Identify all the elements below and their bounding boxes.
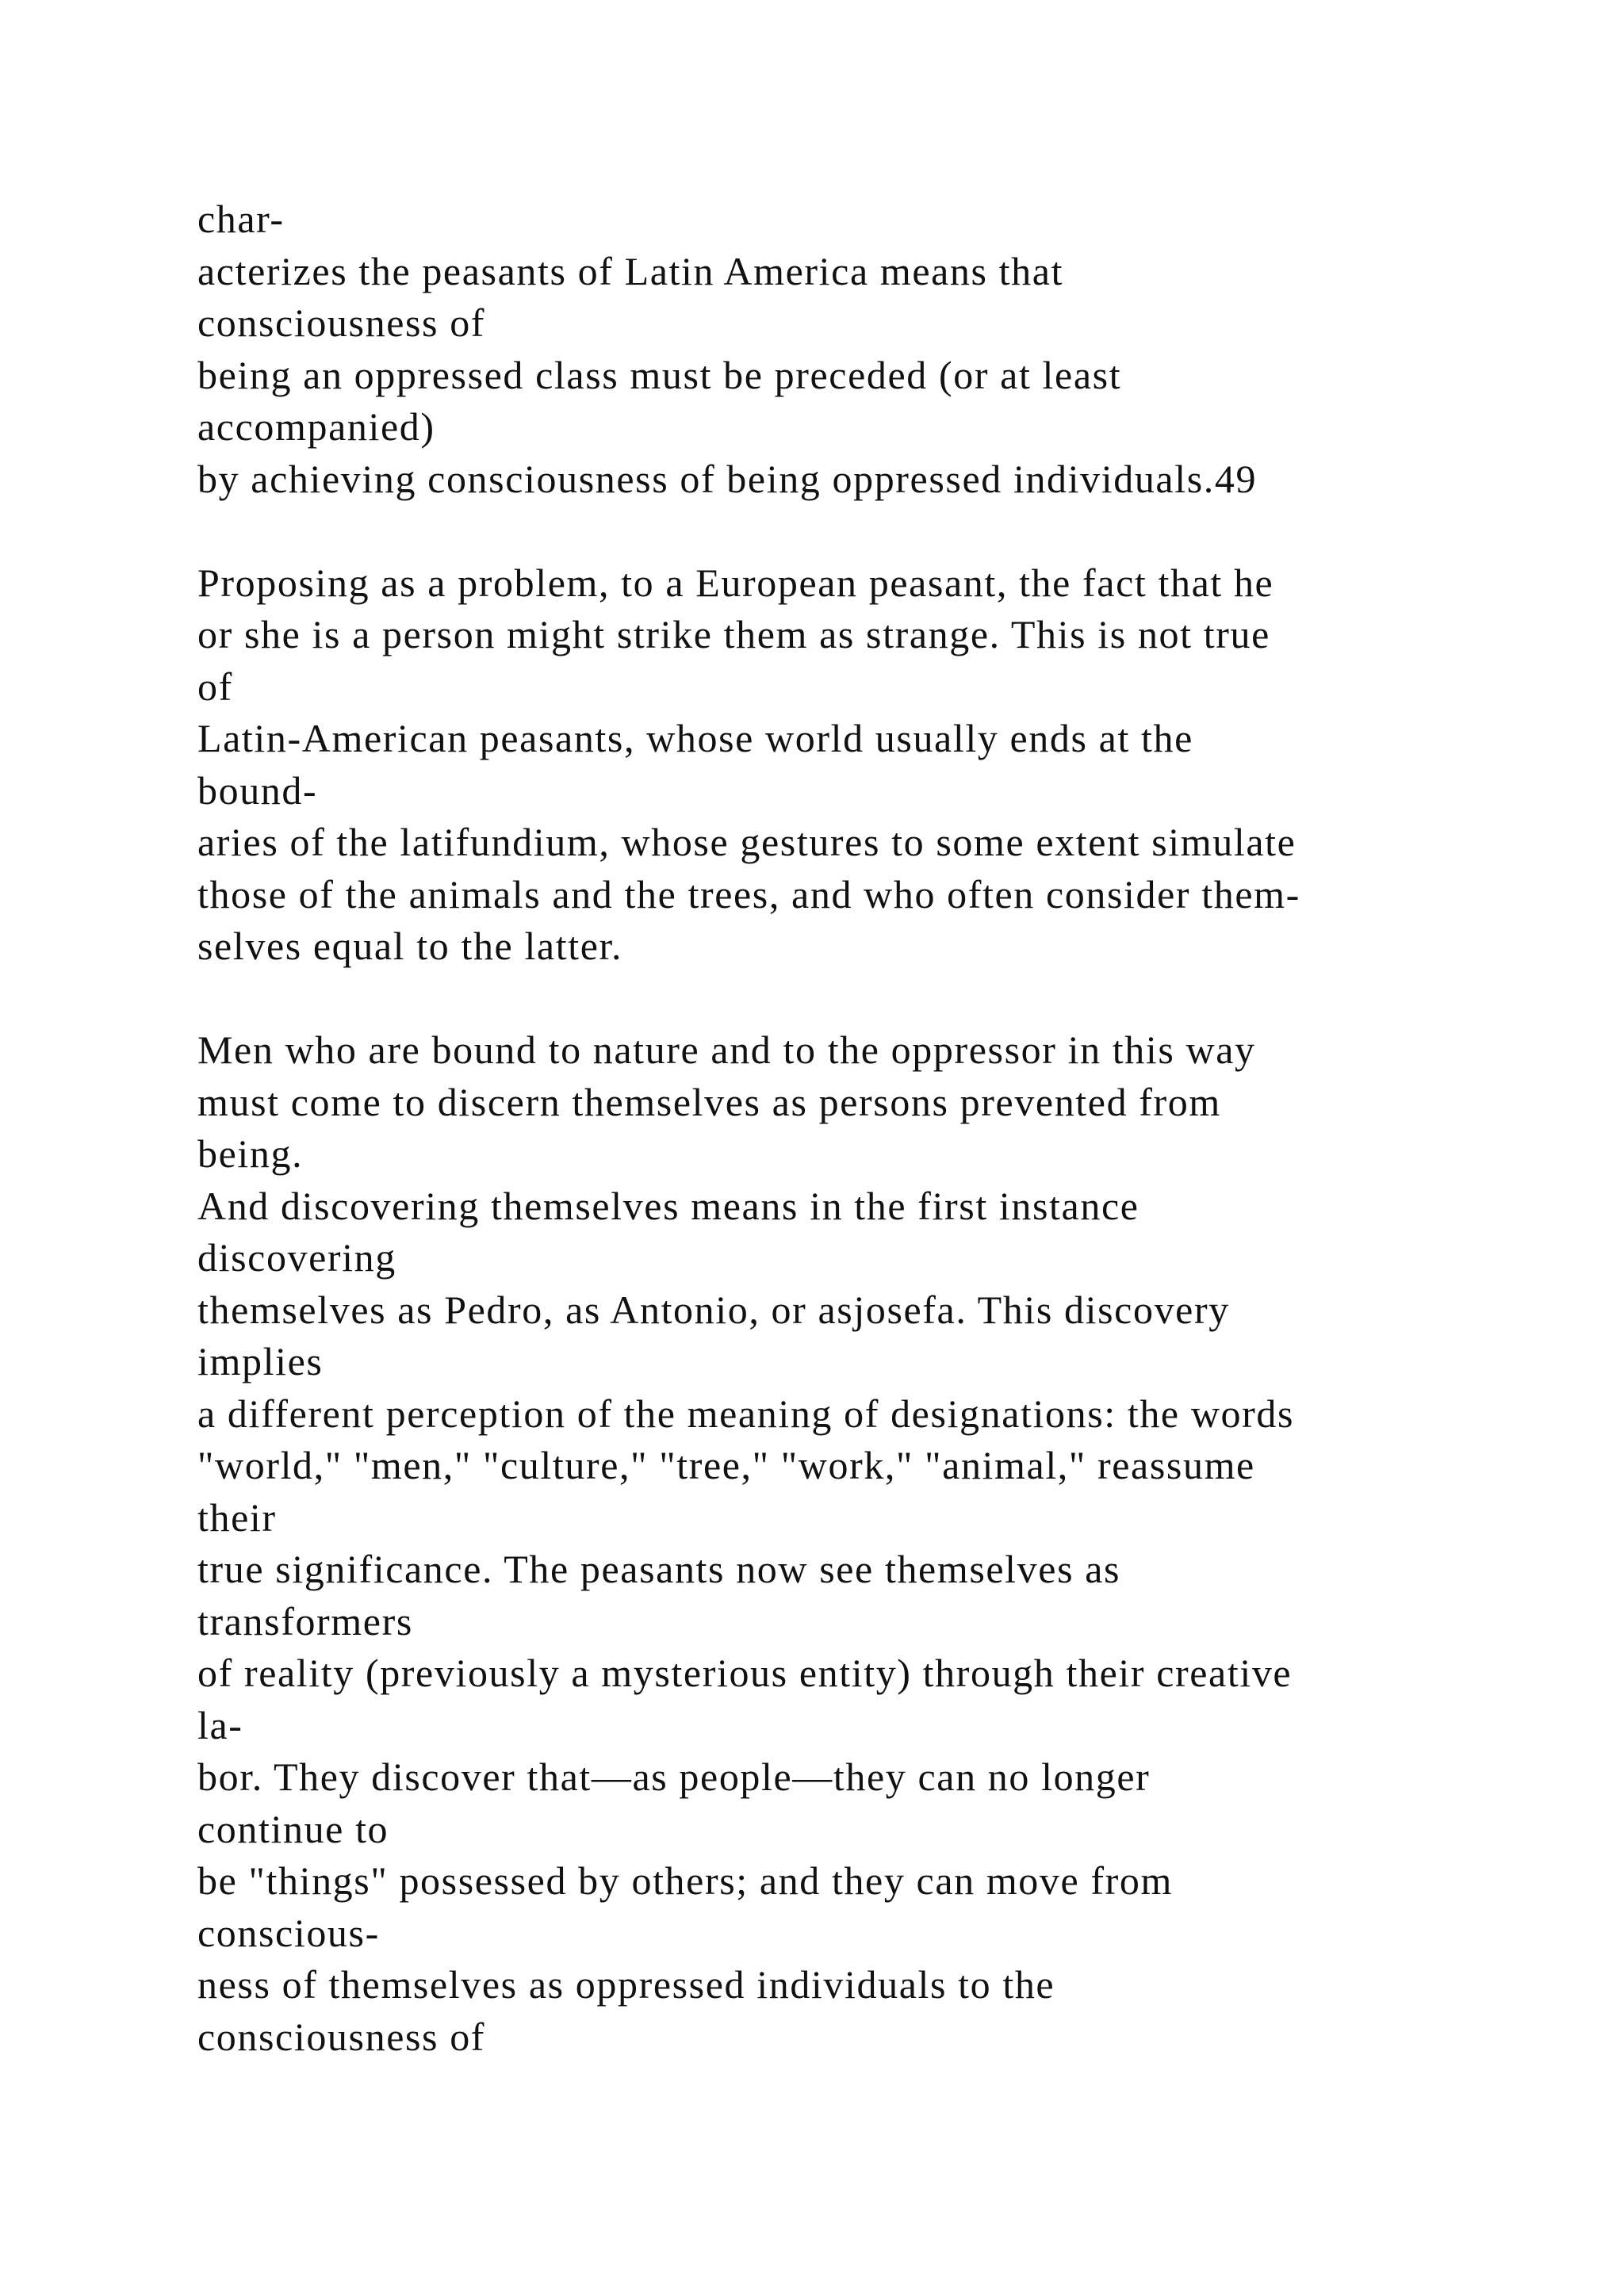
text-line: a different perception of the meaning of designations: the words [197,1391,1295,1436]
text-line: true significance. The peasants now see themselves as [197,1547,1121,1591]
text-line: la- [197,1702,243,1747]
text-line: consciousness of [197,300,486,345]
body-text [197,193,1545,2063]
text-line: Proposing as a problem, to a European peasant, the fact that he [197,560,1274,605]
text-line: bound- [197,767,318,813]
text-line: must come to discern themselves as persons prevented from [197,1079,1221,1124]
text-line: aries of the latifundium, whose gestures to some extent simulate [197,820,1297,864]
text-line: conscious- [197,1910,380,1955]
text-line: consciousness of [197,2014,486,2059]
text-line: of reality (previously a mysterious entity) through their creative [197,1651,1293,1695]
text-line: be "things" possessed by others; and they can move from [197,1858,1173,1903]
text-line: themselves as Pedro, as Antonio, or asjosefa. This discovery [197,1287,1230,1332]
paragraph-gap [197,505,1545,557]
paragraph-3 [197,1024,1545,2063]
text-line: implies [197,1339,324,1383]
text-line: Latin-American peasants, whose world usually ends at the [197,716,1193,760]
text-line: char- [197,197,285,241]
text-line: ness of themselves as oppressed individuals to the [197,1962,1055,2007]
text-line: accompanied) [197,404,435,449]
text-line: acterizes the peasants of Latin America means that [197,248,1064,293]
paragraph-1 [197,193,1545,505]
text-line: transformers [197,1598,413,1644]
text-line: selves equal to the latter. [197,924,623,968]
text-line: by achieving consciousness of being oppressed individuals.49 [197,456,1258,501]
text-line: or she is a person might strike them as strange. This is not true [197,612,1270,656]
text-line: being an oppressed class must be preceded (or at least [197,352,1122,397]
paragraph-gap [197,973,1545,1025]
text-line: their [197,1494,277,1540]
text-line: those of the animals and the trees, and who often consider them- [197,871,1300,916]
text-line: being. [197,1131,304,1176]
text-line: of [197,664,233,709]
text-line: "world," "men," "culture," "tree," "work," "animal," reassume [197,1443,1255,1487]
paragraph-2 [197,557,1545,973]
text-line: bor. They discover that—as people—they can no longer [197,1755,1151,1799]
text-line: discovering [197,1235,396,1280]
text-line: Men who are bound to nature and to the oppressor in this way [197,1027,1256,1072]
text-line: continue to [197,1806,389,1851]
text-line: And discovering themselves means in the first instance [197,1183,1139,1228]
